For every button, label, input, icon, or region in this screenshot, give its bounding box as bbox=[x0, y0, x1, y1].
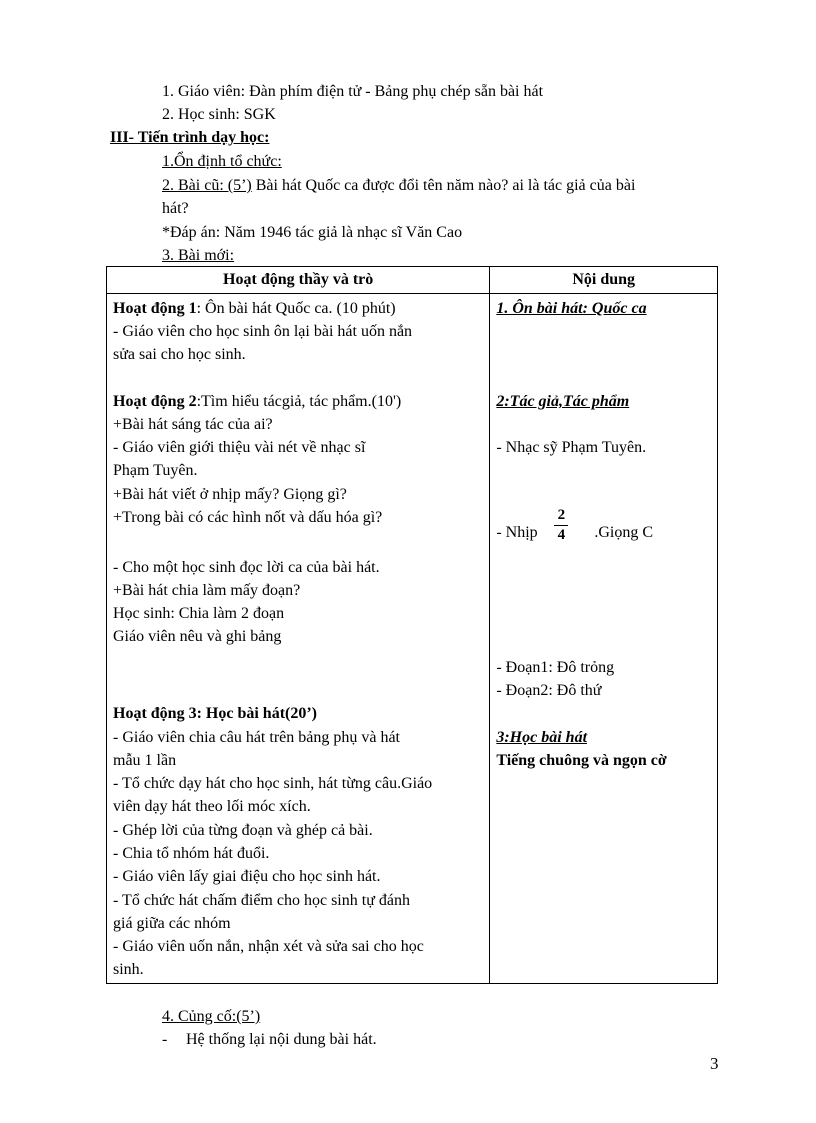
activity-3-line: - Chia tổ nhóm hát đuổi. bbox=[113, 845, 270, 862]
activity-3-line: - Giáo viên chia câu hát trên bảng phụ và hát bbox=[113, 729, 400, 746]
activity-3-line: - Ghép lời của từng đoạn và ghép cả bài. bbox=[113, 822, 373, 839]
activity-2-title: Hoạt động 2:Tìm hiểu tácgiả, tác phẩm.(10') bbox=[113, 393, 402, 410]
time-signature-denominator: 4 bbox=[557, 527, 566, 543]
prep-item-student: 2. Học sinh: SGK bbox=[162, 106, 276, 123]
content-key: .Giọng C bbox=[594, 524, 654, 541]
section-title: III- Tiến trình dạy học: bbox=[110, 129, 270, 146]
activity-2-line: Giáo viên nêu và ghi bảng bbox=[113, 628, 282, 645]
step-4: 4. Củng cố:(5’) bbox=[162, 1008, 261, 1025]
table-row bbox=[107, 294, 718, 984]
fraction-bar bbox=[554, 525, 568, 526]
activity-3-line: - Tổ chức hát chấm điểm cho học sinh tự đánh bbox=[113, 892, 410, 909]
step-2-label: 2. Bài cũ: (5’) bbox=[162, 177, 252, 194]
prep-item-teacher: 1. Giáo viên: Đàn phím điện tử - Bảng phụ chép sẵn bài hát bbox=[162, 83, 544, 100]
activity-2-line: +Bài hát viết ở nhịp mấy? Giọng gì? bbox=[113, 486, 347, 503]
activity-1-title: Hoạt động 1: Ôn bài hát Quốc ca. (10 phút) bbox=[113, 300, 396, 317]
step-2-question: Bài hát Quốc ca được đổi tên năm nào? ai là tác giả của bài bbox=[251, 177, 636, 194]
content-meter-label: - Nhịp bbox=[496, 524, 538, 541]
step-2-answer: *Đáp án: Năm 1946 tác giả là nhạc sĩ Văn Cao bbox=[162, 224, 463, 241]
activity-2-line: +Bài hát chia làm mấy đoạn? bbox=[113, 582, 301, 599]
step-1: 1.Ổn định tổ chức: bbox=[162, 153, 282, 170]
content-cell bbox=[490, 294, 718, 984]
activity-3-line: mẫu 1 lần bbox=[113, 752, 177, 769]
header-content: Nội dung bbox=[490, 267, 718, 294]
activity-2-line: - Cho một học sinh đọc lời ca của bài hát. bbox=[113, 559, 380, 576]
content-heading-3: 3:Học bài hát bbox=[496, 729, 588, 746]
table-header-row bbox=[107, 267, 718, 294]
content-song-title: Tiếng chuông và ngọn cờ bbox=[496, 752, 667, 769]
step-4-item: Hệ thống lại nội dung bài hát. bbox=[186, 1031, 377, 1048]
activity-2-line: - Giáo viên giới thiệu vài nét về nhạc sĩ bbox=[113, 439, 366, 456]
step-4-bullet: - bbox=[162, 1031, 168, 1048]
step-2-question-cont: hát? bbox=[162, 200, 189, 217]
content-composer: - Nhạc sỹ Phạm Tuyên. bbox=[496, 439, 647, 456]
header-activities: Hoạt động thầy và trò bbox=[107, 267, 490, 294]
lesson-table bbox=[106, 266, 718, 984]
activity-2-line: Phạm Tuyên. bbox=[113, 462, 198, 479]
time-signature bbox=[554, 507, 568, 544]
activity-3-line: - Giáo viên lấy giai điệu cho học sinh hát. bbox=[113, 868, 381, 885]
time-signature-numerator: 2 bbox=[557, 507, 566, 523]
activity-1-line: - Giáo viên cho học sinh ôn lại bài hát uốn nắn bbox=[113, 323, 413, 340]
activity-3-line: - Giáo viên uốn nắn, nhận xét và sửa sai cho học bbox=[113, 938, 424, 955]
activities-cell bbox=[107, 294, 490, 984]
page-number: 3 bbox=[710, 1054, 719, 1073]
content-heading-2: 2:Tác giả,Tác phẩm bbox=[496, 393, 630, 410]
activity-2-line: Học sinh: Chia làm 2 đoạn bbox=[113, 605, 285, 622]
content-heading-1: 1. Ôn bài hát: Quốc ca bbox=[496, 300, 647, 317]
activity-2-line: +Trong bài có các hình nốt và dấu hóa gì? bbox=[113, 509, 383, 526]
activity-2-line: +Bài hát sáng tác của ai? bbox=[113, 416, 273, 433]
step-3: 3. Bài mới: bbox=[162, 247, 235, 264]
activity-3-line: giá giữa các nhóm bbox=[113, 915, 231, 932]
activity-1-line: sửa sai cho học sinh. bbox=[113, 346, 246, 363]
activity-3-line: sinh. bbox=[113, 961, 144, 978]
content-section-2: - Đoạn2: Đô thứ bbox=[496, 682, 602, 699]
content-section-1: - Đoạn1: Đô trỏng bbox=[496, 659, 615, 676]
activity-3-title: Hoạt động 3: Học bài hát(20’) bbox=[113, 705, 317, 722]
activity-3-line: - Tổ chức dạy hát cho học sinh, hát từng câu.Giáo bbox=[113, 775, 433, 792]
step-2 bbox=[162, 175, 635, 197]
activity-3-line: viên dạy hát theo lối móc xích. bbox=[113, 798, 311, 815]
